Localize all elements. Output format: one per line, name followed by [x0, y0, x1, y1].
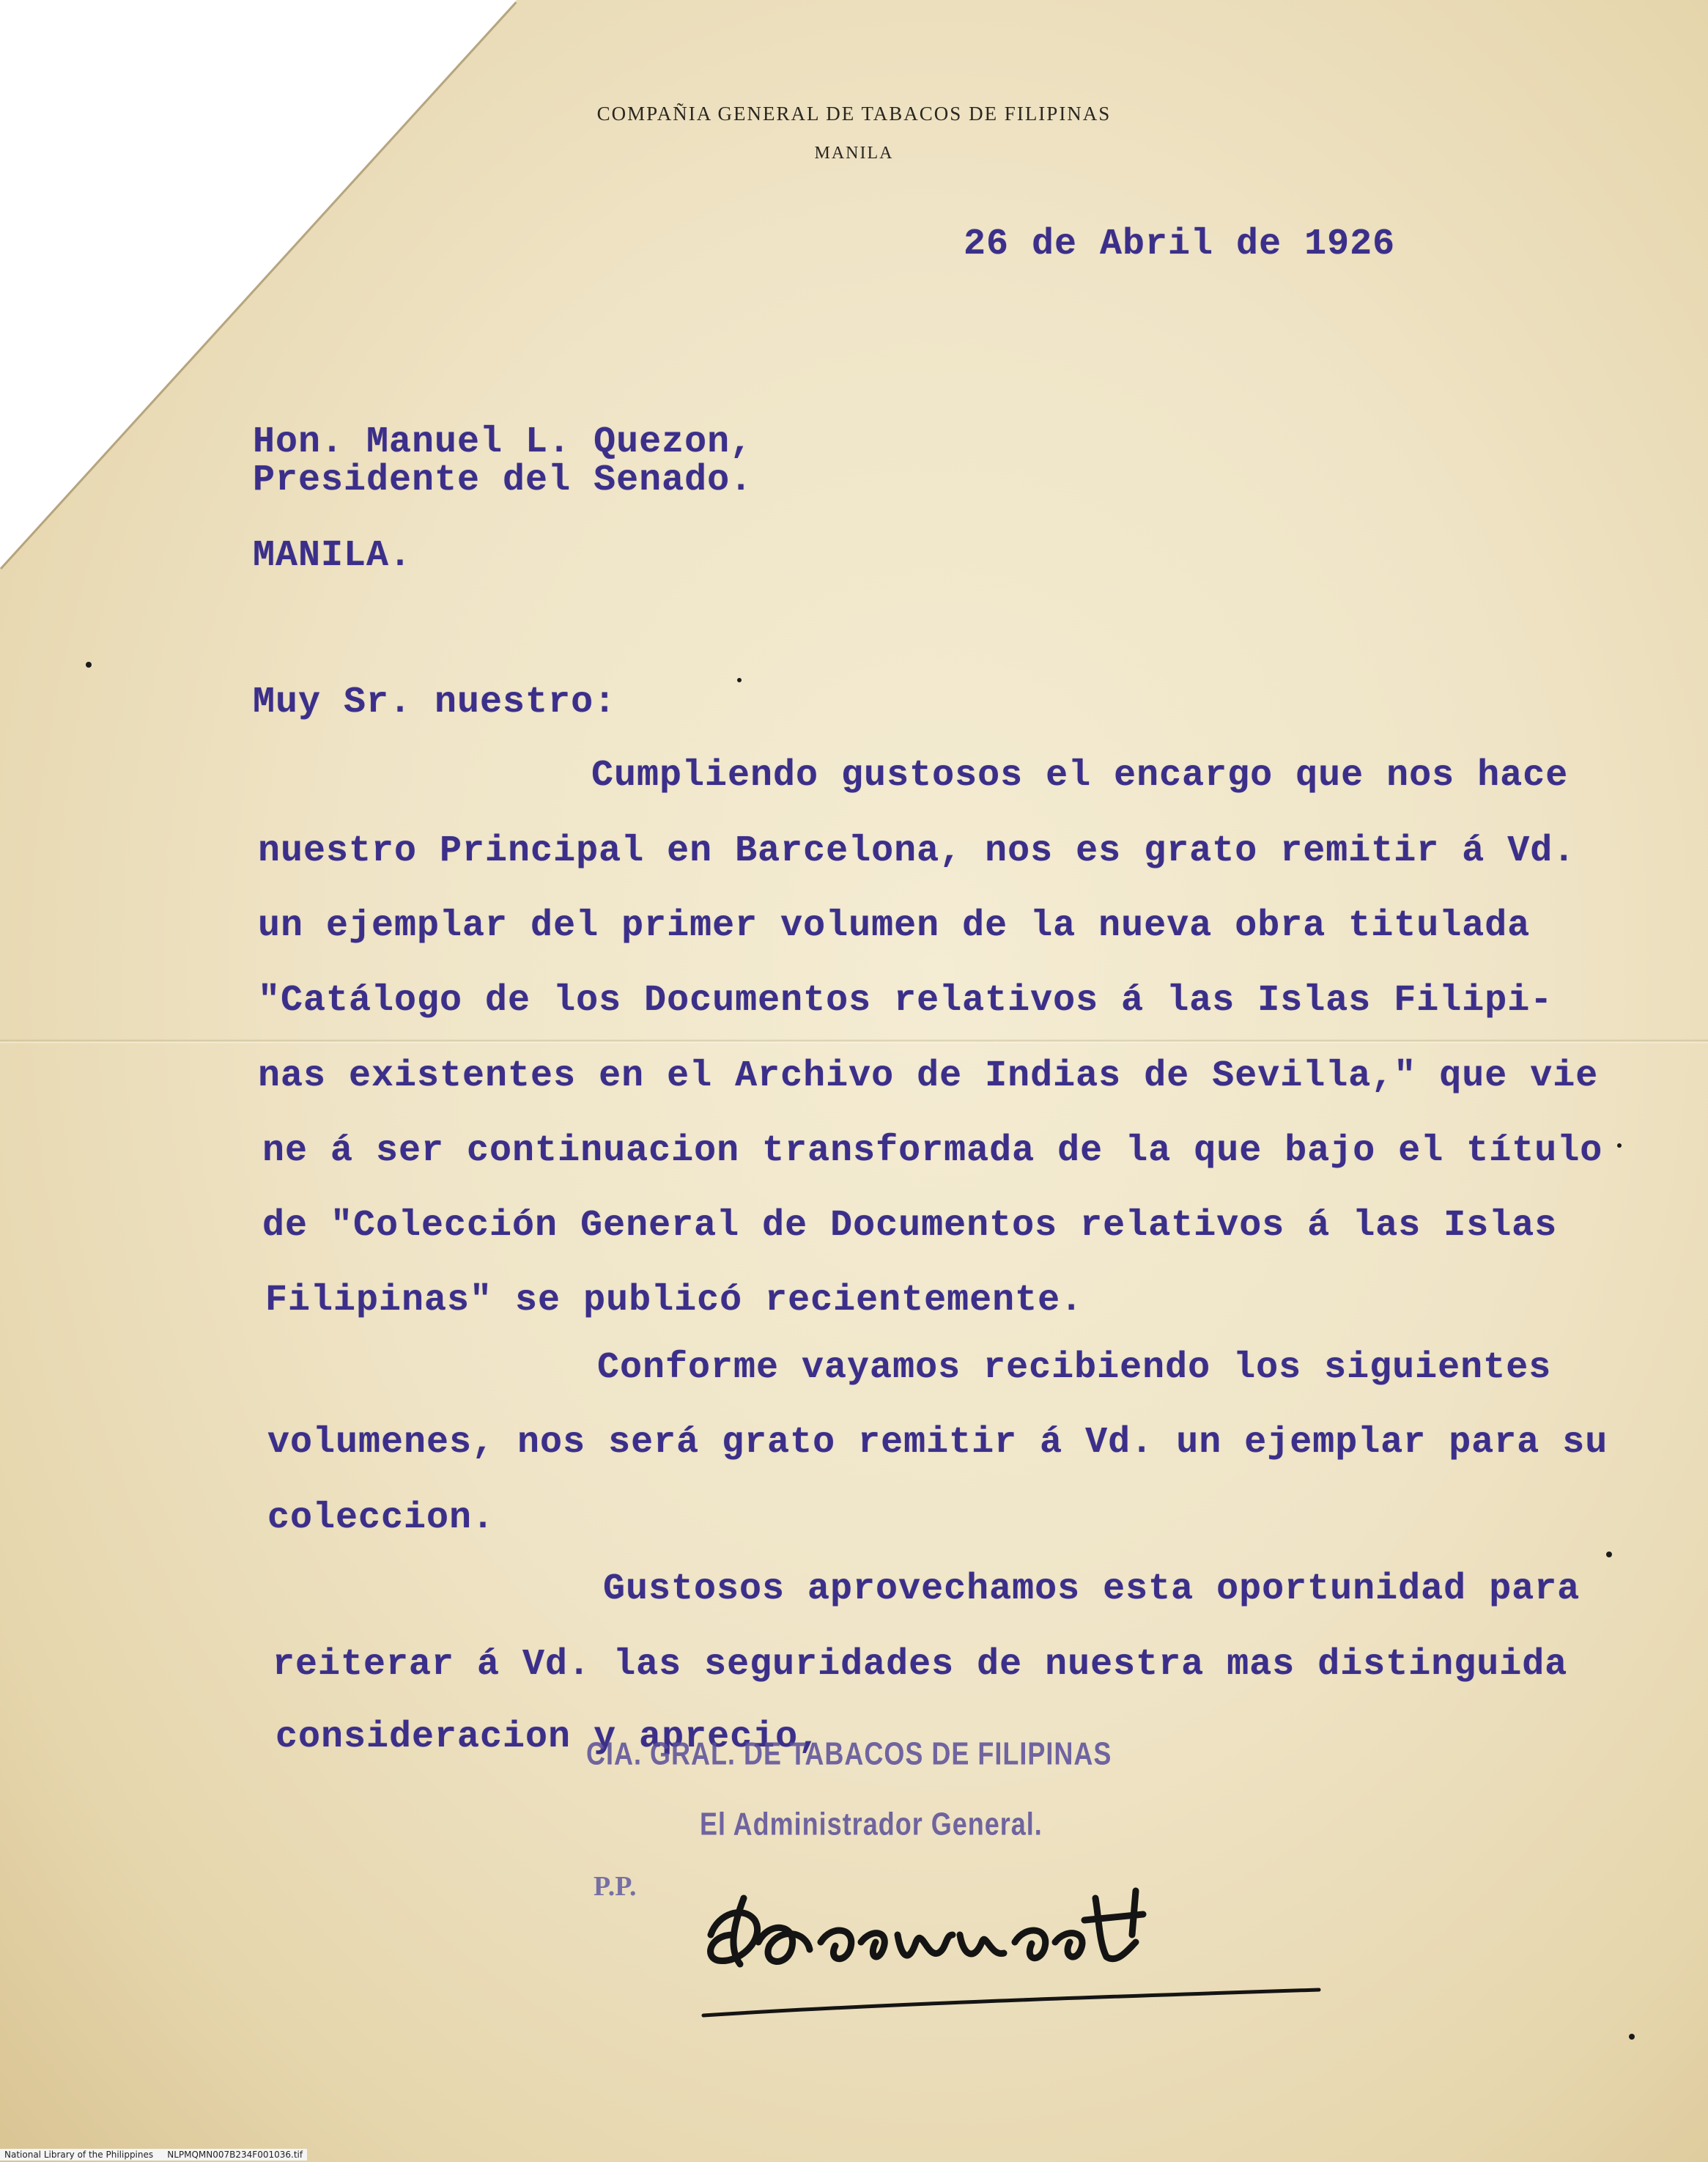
letterhead-company: COMPAÑIA GENERAL DE TABACOS DE FILIPINAS — [596, 103, 1112, 125]
recipient-name: Hon. Manuel L. Quezon, — [253, 421, 753, 463]
body-line: reiterar á Vd. las seguridades de nuestra mas distinguida — [273, 1644, 1568, 1686]
body-line: un ejemplar del primer volumen de la nueva obra titulada — [258, 905, 1531, 947]
recipient-city: MANILA. — [253, 535, 413, 577]
ink-speck — [1606, 1552, 1612, 1557]
body-line: Gustosos aprovechamos esta oportunidad para — [603, 1568, 1581, 1610]
body-line: Cumpliendo gustosos el encargo que nos hace — [591, 755, 1569, 797]
body-line: "Catálogo de los Documentos relativos á las Islas Filipi- — [258, 980, 1553, 1022]
body-line: nuestro Principal en Barcelona, nos es grato remitir á Vd. — [258, 830, 1576, 872]
ink-speck — [1617, 1143, 1622, 1148]
body-line: consideracion y aprecio, — [276, 1716, 821, 1758]
body-line: Filipinas" se publicó recientemente. — [265, 1280, 1084, 1321]
body-line: de "Colección General de Documentos relativos á las Islas — [262, 1205, 1558, 1247]
per-procurationem-mark: P.P. — [594, 1871, 637, 1902]
body-line: nas existentes en el Archivo de Indias de Sevilla," que vie — [258, 1055, 1599, 1097]
handwritten-signature — [689, 1832, 1334, 2026]
body-line: coleccion. — [267, 1497, 495, 1539]
footer-file-id: NLPMQMN007B234F001036.tif — [167, 2150, 303, 2160]
salutation: Muy Sr. nuestro: — [253, 682, 617, 723]
recipient-title: Presidente del Senado. — [253, 460, 753, 501]
body-line: ne á ser continuacion transformada de la que bajo el título — [262, 1130, 1603, 1172]
archive-footer — [0, 2149, 307, 2161]
body-line: Conforme vayamos recibiendo los siguientes — [597, 1347, 1552, 1389]
body-line: volumenes, nos será grato remitir á Vd. un ejemplar para su — [267, 1422, 1608, 1464]
ink-speck — [86, 662, 92, 668]
footer-library: National Library of the Philippines — [4, 2150, 154, 2160]
company-stamp-line1: CIA. GRAL. DE TABACOS DE FILIPINAS — [586, 1735, 1112, 1771]
ink-speck — [1629, 2034, 1635, 2040]
company-stamp-line2: El Administrador General. — [700, 1805, 1043, 1842]
paper-fold-line — [0, 1039, 1708, 1044]
ink-speck — [737, 678, 742, 682]
letterhead-city: MANILA — [814, 144, 894, 163]
letter-date: 26 de Abril de 1926 — [964, 224, 1396, 265]
